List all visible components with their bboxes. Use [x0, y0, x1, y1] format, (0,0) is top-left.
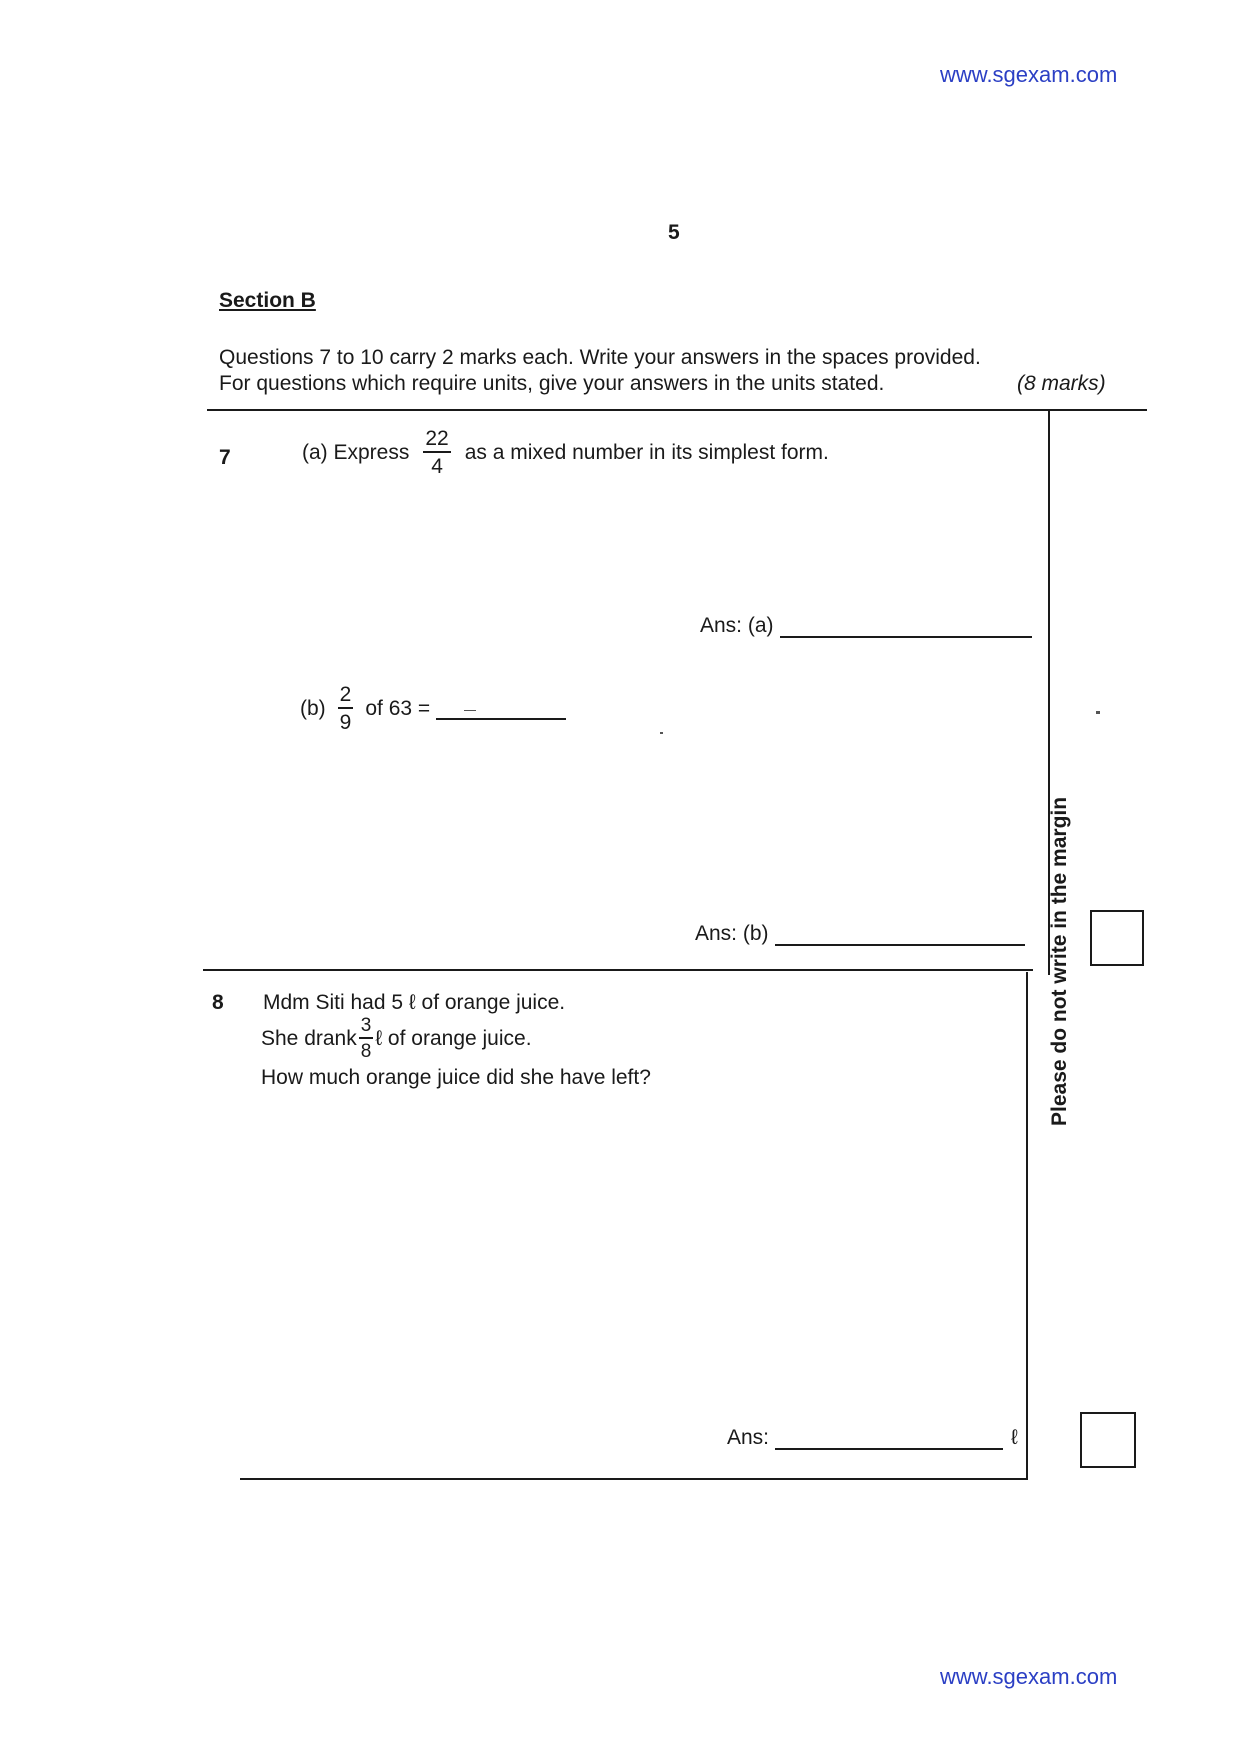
question-7a-suffix: as a mixed number in its simplest form.	[464, 440, 829, 464]
answer-7b-line[interactable]	[775, 924, 1025, 946]
scan-speck	[660, 732, 663, 734]
answer-7b	[695, 922, 1025, 946]
answer-7a	[700, 614, 1032, 638]
question-8-number: 8	[212, 991, 224, 1014]
question-divider-line	[203, 969, 1033, 971]
question-7b-text	[300, 684, 566, 733]
question-8-line-1: Mdm Siti had 5 ℓ of orange juice.	[263, 991, 566, 1014]
fraction-numerator: 2	[338, 684, 354, 709]
fraction-denominator: 8	[360, 1041, 372, 1062]
answer-7a-line[interactable]	[780, 616, 1032, 638]
question-7a-text	[302, 428, 829, 477]
scan-speck	[1096, 711, 1100, 714]
question-8-line-2	[261, 1016, 532, 1061]
question-7-number: 7	[219, 446, 231, 469]
page-number: 5	[668, 221, 680, 244]
question-7b-suffix: of 63 =	[365, 696, 431, 720]
fraction-denominator: 9	[339, 711, 352, 734]
margin-note: Please do not write in the margin	[1048, 796, 1071, 1126]
table-top-line	[207, 409, 1147, 411]
scan-speck	[464, 710, 476, 711]
fraction-denominator: 4	[431, 455, 443, 478]
section-marks: (8 marks)	[1017, 372, 1106, 395]
question-7b-prefix: (b)	[300, 696, 326, 720]
question-7a-prefix: (a) Express	[302, 440, 410, 464]
question-8-line-2-suffix: ℓ of orange juice.	[375, 1026, 532, 1050]
mark-box-question-8	[1080, 1412, 1136, 1468]
answer-8-label: Ans:	[727, 1426, 770, 1449]
instruction-line-2: For questions which require units, give your answers in the units stated.	[219, 372, 885, 395]
answer-8	[727, 1426, 1018, 1450]
margin-divider-lower	[1026, 972, 1028, 1480]
answer-8-line[interactable]	[775, 1428, 1003, 1450]
fraction-2-over-9	[338, 684, 354, 733]
instruction-line-1: Questions 7 to 10 carry 2 marks each. Write your answers in the spaces provided.	[219, 346, 981, 369]
fraction-numerator: 22	[423, 428, 450, 453]
footer-site-url[interactable]: www.sgexam.com	[940, 1664, 1118, 1689]
header-site-url[interactable]: www.sgexam.com	[940, 62, 1118, 87]
mark-box-question-7	[1090, 910, 1144, 966]
answer-7b-label: Ans: (b)	[695, 922, 769, 945]
question-8-line-2-prefix: She drank	[261, 1026, 357, 1050]
question-8-line-3: How much orange juice did she have left?	[261, 1066, 651, 1089]
answer-8-unit: ℓ	[1011, 1426, 1018, 1449]
table-bottom-line	[240, 1478, 1028, 1480]
fraction-numerator: 3	[359, 1016, 374, 1039]
fraction-22-over-4	[423, 428, 450, 477]
fraction-3-over-8	[359, 1016, 374, 1061]
answer-7a-label: Ans: (a)	[700, 614, 774, 637]
section-title: Section B	[219, 289, 316, 312]
question-7b-blank[interactable]	[436, 698, 566, 720]
